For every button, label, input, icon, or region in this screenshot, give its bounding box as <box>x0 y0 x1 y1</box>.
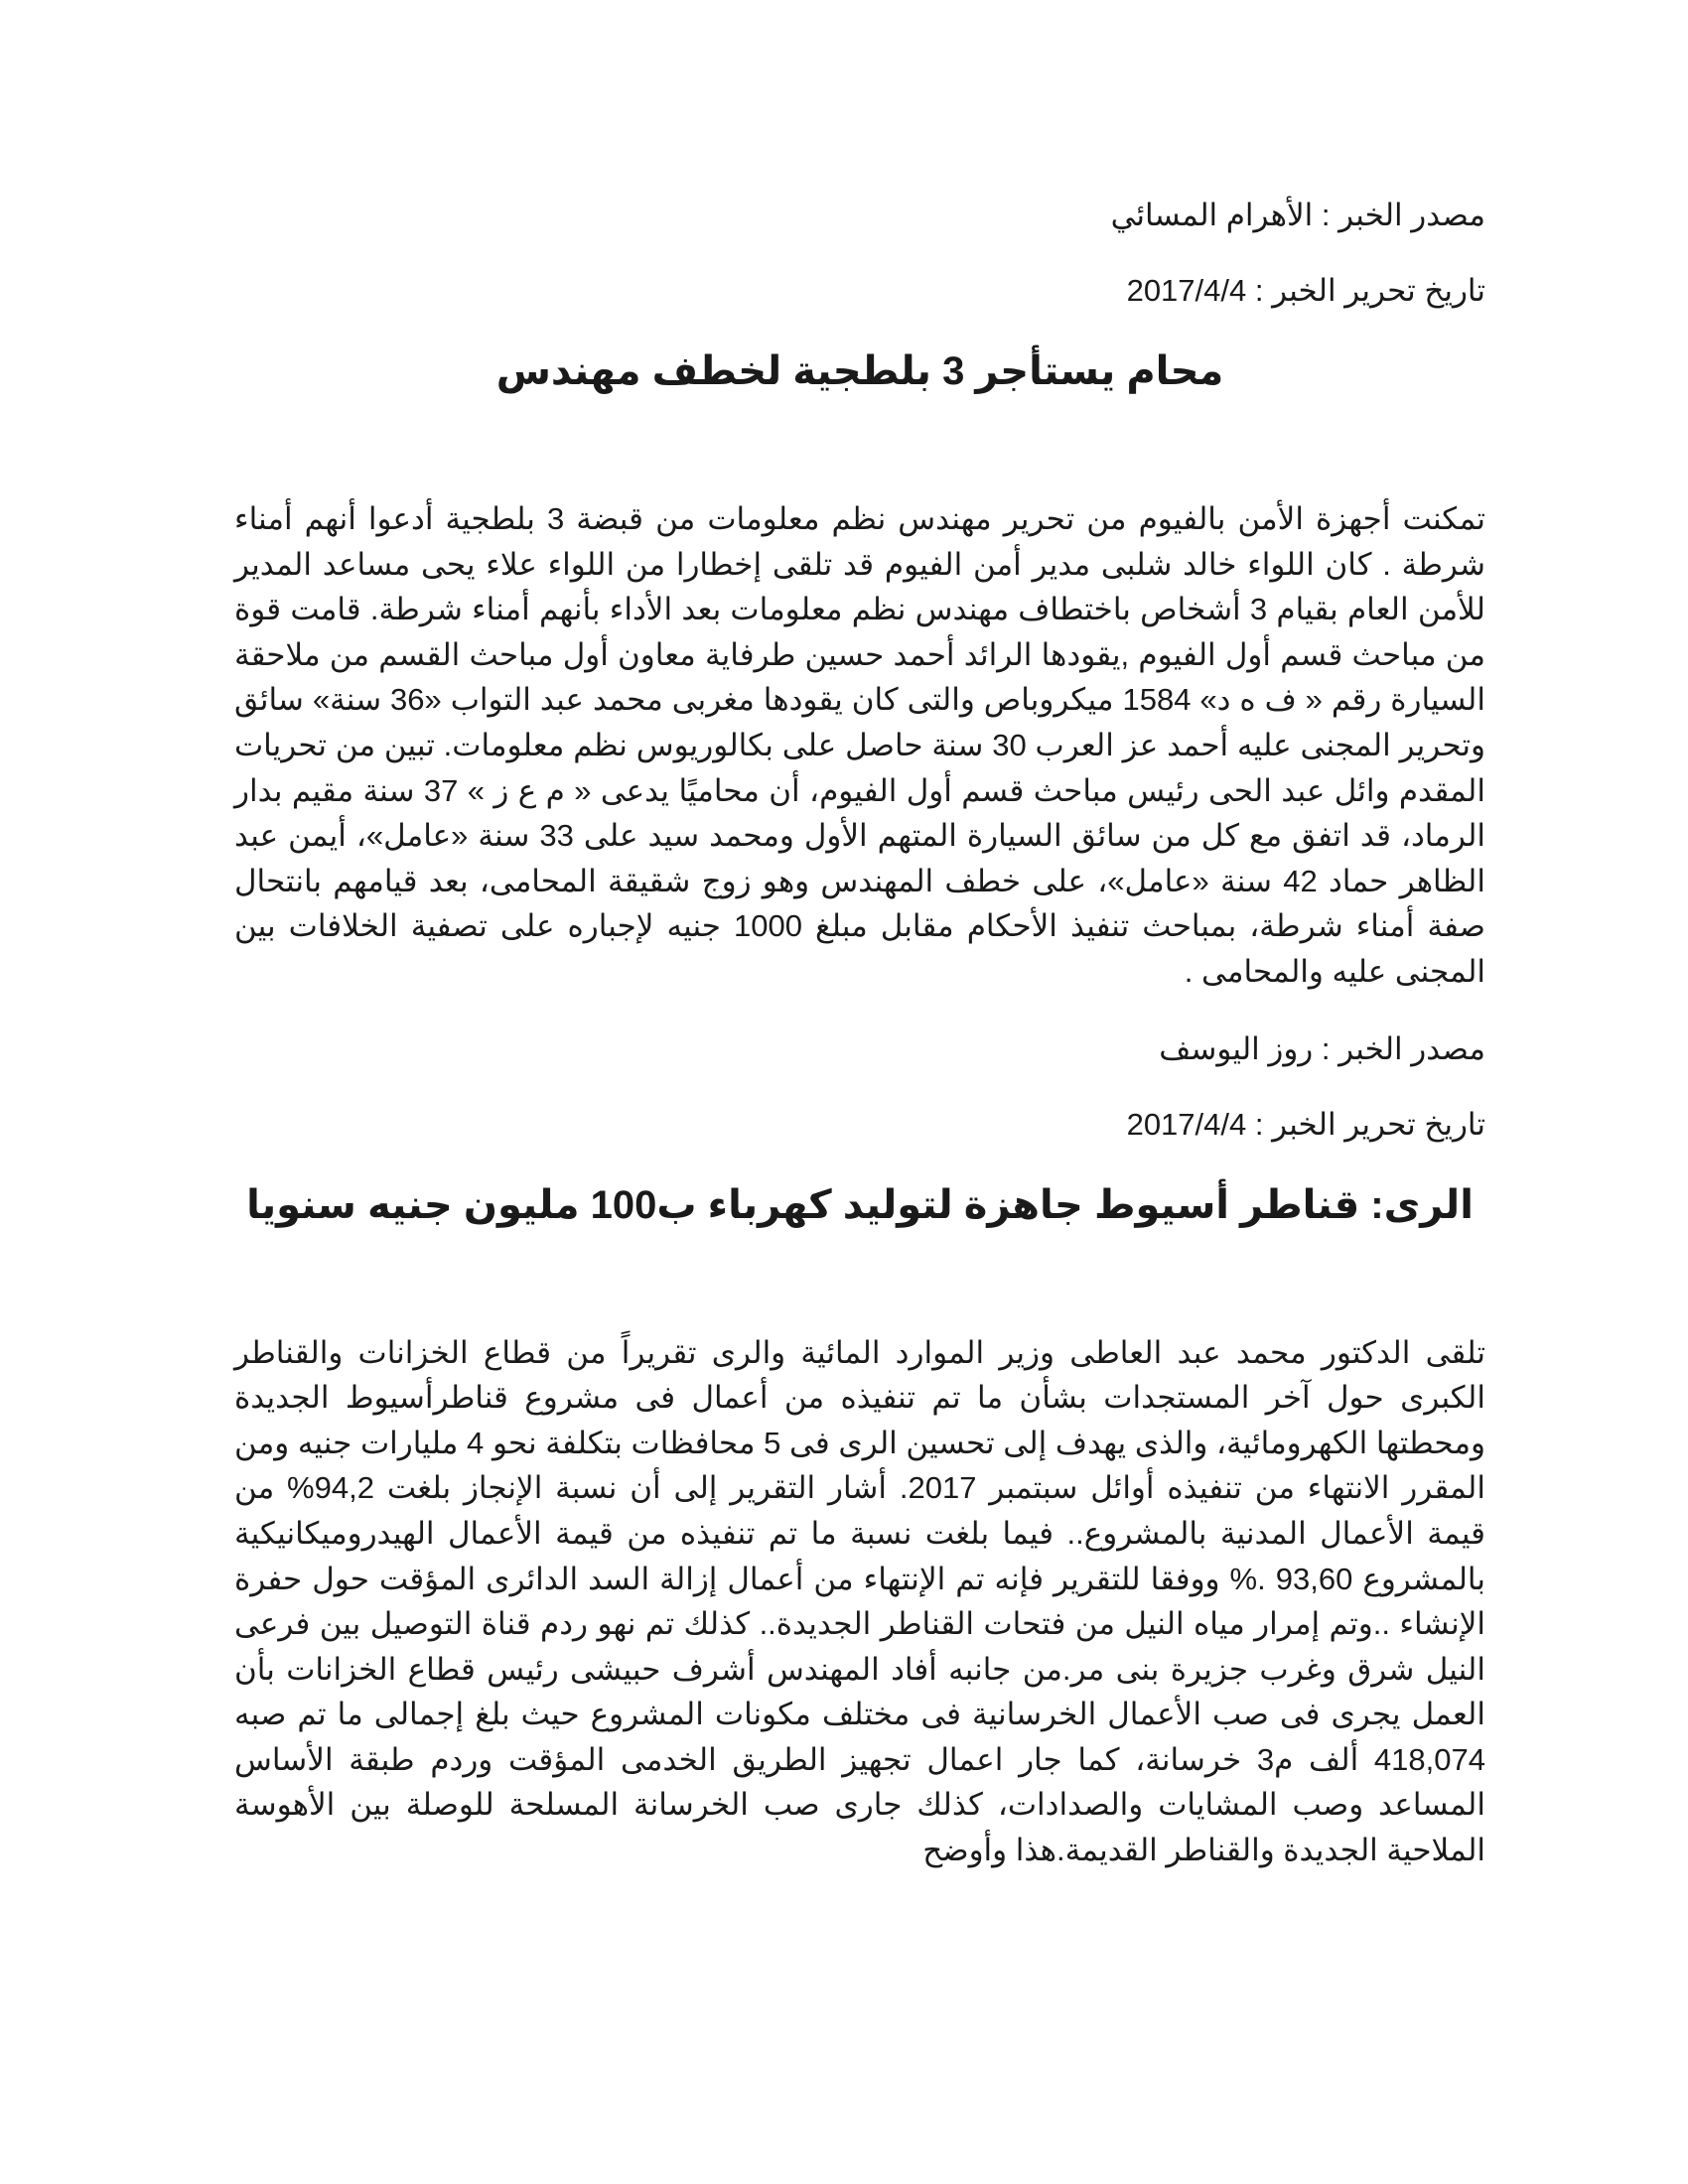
news-article-2 <box>234 1028 1485 1873</box>
news-date: تاريخ تحرير الخبر : 2017/4/4 <box>1126 1106 1485 1142</box>
article-paragraph: تمكنت أجهزة الأمن بالفيوم من تحرير مهندس نظم معلومات من قبضة 3 بلطجية أدعوا أنهم أمناء شرطة . كان اللواء خالد شلبى مدير أمن الفيوم قد تلقى إخطارا من اللواء علاء يحى مساعد المدير للأمن العام بقيام 3 أشخاص باختطاف مهندس نظم معلومات بعد الأداء بأنهم أمناء شرطة. قامت قوة من مباحث قسم أول الفيوم ,يقودها الرائد أحمد حسين طرفاية معاون أول مباحث القسم من ملاحقة السيارة رقم « ف ه د» 1584 ميكروباص والتى كان يقودها مغربى محمد عبد التواب «36 سنة» سائق وتحرير المجنى عليه أحمد عز العرب 30 سنة حاصل على بكالوريوس نظم معلومات. تبين من تحريات المقدم وائل عبد الحى رئيس مباحث قسم أول الفيوم، أن محاميًا يدعى « م ع ز » 37 سنة مقيم بدار الرماد، قد اتفق مع كل من سائق السيارة المتهم الأول ومحمد سيد على 33 سنة «عامل»، أيمن عبد الظاهر حماد 42 سنة «عامل»، على خطف المهندس وهو زوج شقيقة المحامى، بعد قيامهم بانتحال صفة أمناء شرطة، بمباحث تنفيذ الأحكام مقابل مبلغ 1000 جنيه لإجباره على تصفية الخلافات بين المجنى عليه والمحامى . <box>234 501 1486 989</box>
news-source: مصدر الخبر : الأهرام المسائي <box>1110 198 1485 232</box>
document-content <box>234 195 1485 1907</box>
news-date: تاريخ تحرير الخبر : 2017/4/4 <box>1126 273 1485 308</box>
article-paragraph: تلقى الدكتور محمد عبد العاطى وزير الموارد المائية والرى تقريراً من قطاع الخزانات والقناطر الكبرى حول آخر المستجدات بشأن ما تم تنفيذه من أعمال فى مشروع قناطرأسيوط الجديدة ومحطتها الكهرومائية، والذى يهدف إلى تحسين الرى فى 5 محافظات بتكلفة نحو 4 مليارات جنيه ومن المقرر الانتهاء من تنفيذه أوائل سبتمبر 2017. أشار التقرير إلى أن نسبة الإنجاز بلغت 94,2% من قيمة الأعمال المدنية بالمشروع.. فيما بلغت نسبة ما تم تنفيذه من قيمة الأعمال الهيدروميكانيكية بالمشروع 93,60 .% ووفقا للتقرير فإنه تم الإنتهاء من أعمال إزالة السد الدائرى المؤقت حول حفرة الإنشاء ..وتم إمرار مياه النيل من فتحات القناطر الجديدة.. كذلك تم نهو ردم قناة التوصيل بين فرعى النيل شرق وغرب جزيرة بنى مر.من جانبه أفاد المهندس أشرف حبيشى رئيس قطاع الخزانات بأن العمل يجرى فى صب الأعمال الخرسانية فى مختلف مكونات المشروع حيث بلغ إجمالى ما تم صبه 418,074 ألف م3 خرسانة، كما جار اعمال تجهيز الطريق الخدمى المؤقت وردم طبقة الأساس المساعد وصب المشايات والصدادات، كذلك جارى صب الخرسانة المسلحة للوصلة بين الأهوسة الملاحية الجديدة والقناطر القديمة.هذا وأوضح <box>234 1334 1485 1868</box>
news-source: مصدر الخبر : روز اليوسف <box>1159 1030 1485 1066</box>
article-body <box>234 496 1485 995</box>
article-headline: الرى: قناطر أسيوط جاهزة لتوليد كهرباء ب100 مليون جنيه سنويا <box>246 1182 1474 1227</box>
article-body <box>234 1330 1485 1873</box>
article-headline: محام يستأجر 3 بلطجية لخطف مهندس <box>495 349 1224 393</box>
news-article-1 <box>234 195 1485 995</box>
